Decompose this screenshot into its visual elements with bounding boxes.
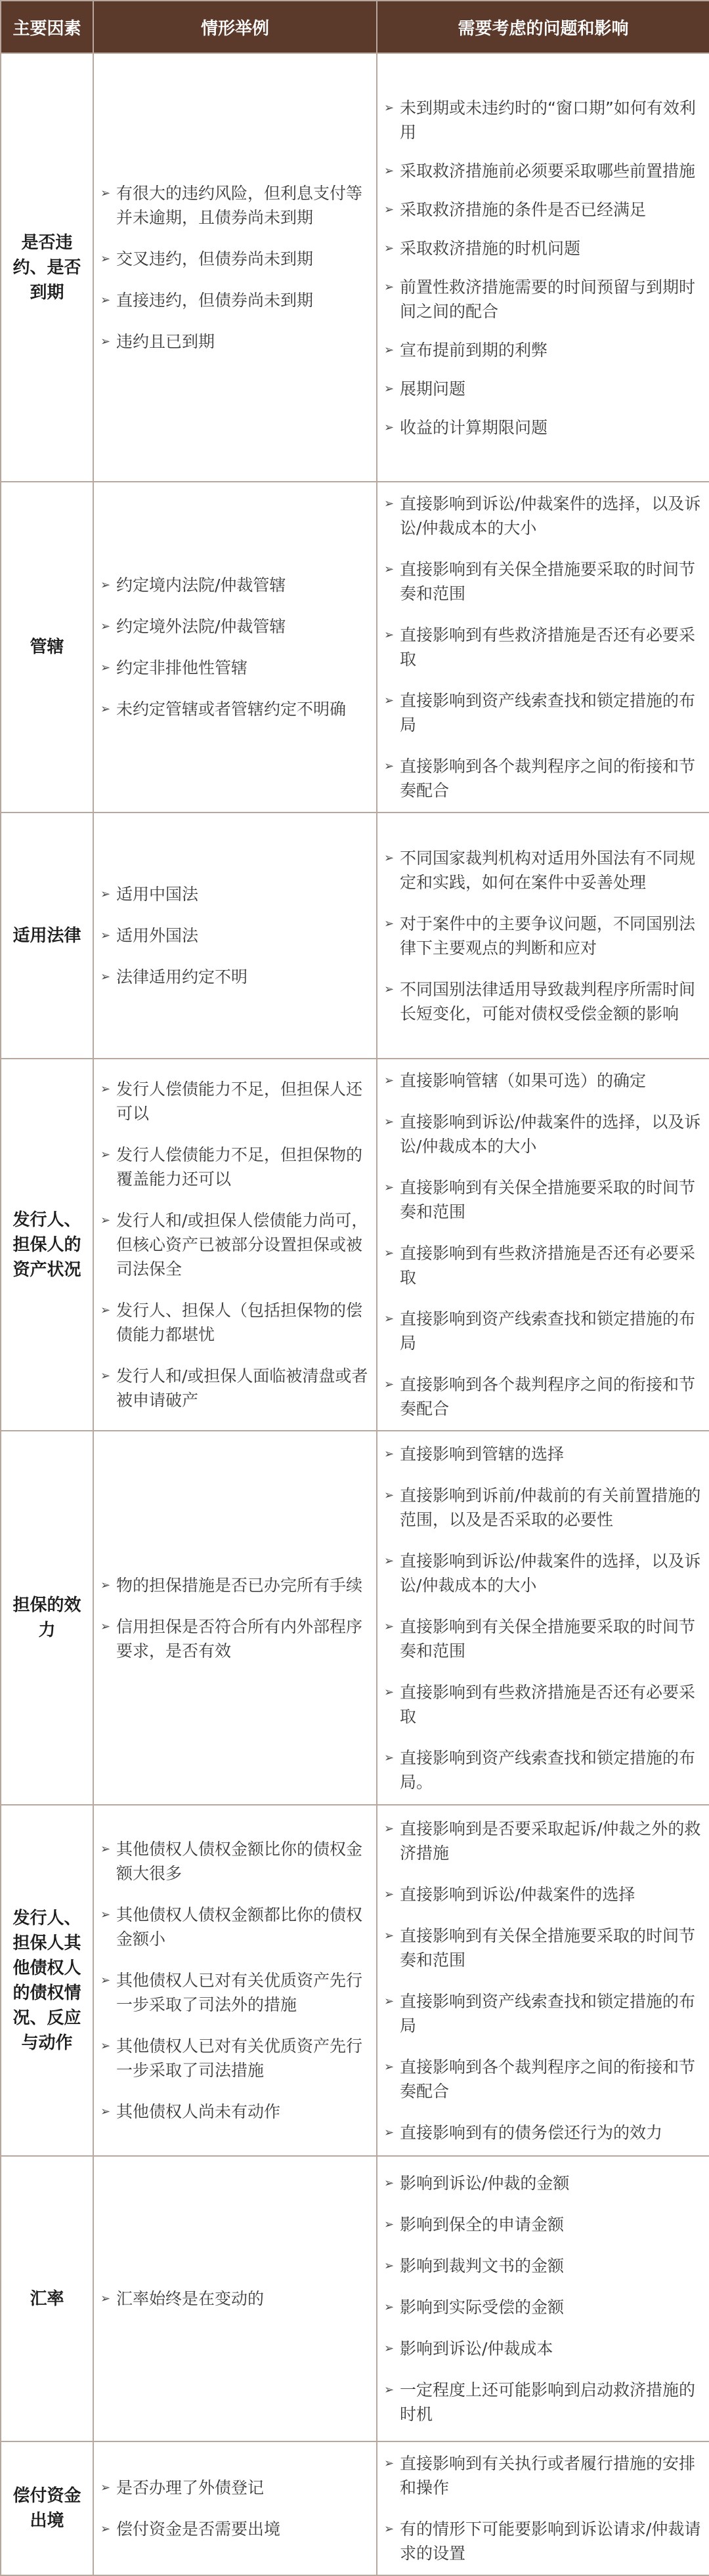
list-item: [384, 2055, 702, 2103]
factor-cell: 偿付资金出境: [1, 2441, 93, 2575]
list-item: [384, 96, 702, 144]
list-item-text: 直接影响到有关保全措施要采取的时间节奏和范围: [400, 1616, 696, 1660]
list-item: [100, 2287, 370, 2311]
list-item: [384, 1680, 702, 1729]
list-item-text: 其他债权人已对有关优质资产先行一步采取了司法措施: [116, 2037, 363, 2080]
list-item: [384, 377, 702, 401]
arrow-bullet-icon: ➢: [384, 628, 395, 642]
list-item: [100, 697, 370, 721]
arrow-bullet-icon: ➢: [100, 887, 111, 901]
list-item: [100, 1837, 370, 1886]
table-row: [1, 2441, 709, 2575]
list-item: [100, 923, 370, 948]
impacts-cell: [377, 53, 709, 482]
list-item: [100, 247, 370, 271]
list-item: [384, 1175, 702, 1224]
examples-cell: [93, 1059, 377, 1431]
table-header-row: [1, 1, 709, 53]
list-item-text: 直接影响到诉讼/仲裁案件的选择，以及诉讼/仲裁成本的大小: [400, 1551, 701, 1595]
arrow-bullet-icon: ➢: [100, 1908, 111, 1922]
example-list: [100, 2287, 370, 2311]
list-item: [384, 1372, 702, 1421]
list-item-text: 直接影响到是否要采取起诉/仲裁之外的救济措施: [400, 1819, 701, 1863]
list-item: [384, 338, 702, 362]
factor-cell: 发行人、担保人其他债权人的债权情况、反应与动作: [1, 1805, 93, 2156]
list-item: [100, 1615, 370, 1663]
impact-list: [384, 96, 702, 440]
list-item: [100, 1903, 370, 1951]
list-item-text: 直接影响到有关保全措施要采取的时间节奏和范围: [400, 560, 696, 603]
table-row: [1, 53, 709, 482]
example-list: [100, 1077, 370, 1412]
list-item: [384, 1110, 702, 1158]
list-item-text: 发行人和/或担保人偿债能力尚可，但核心资产已被部分设置担保或被司法保全: [116, 1211, 368, 1278]
impact-list: [384, 1817, 702, 2145]
list-item-text: 直接影响到各个裁判程序之间的衔接和节奏配合: [400, 757, 696, 800]
list-item: [384, 492, 702, 540]
arrow-bullet-icon: ➢: [100, 252, 111, 266]
list-item: [384, 623, 702, 671]
arrow-bullet-icon: ➢: [384, 2522, 395, 2536]
examples-cell: [93, 1431, 377, 1805]
arrow-bullet-icon: ➢: [100, 2105, 111, 2119]
arrow-bullet-icon: ➢: [100, 1148, 111, 1162]
list-item: [384, 1817, 702, 1865]
factor-cell: 发行人、担保人的资产状况: [1, 1059, 93, 1431]
impacts-cell: [377, 1805, 709, 2156]
list-item: [100, 288, 370, 312]
impact-list: [384, 2451, 702, 2565]
list-item-text: 一定程度上还可能影响到启动救济措施的时机: [400, 2380, 696, 2424]
arrow-bullet-icon: ➢: [384, 759, 395, 773]
table-row: [1, 2156, 709, 2441]
list-item-text: 其他债权人尚未有动作: [116, 2102, 281, 2121]
arrow-bullet-icon: ➢: [100, 1578, 111, 1592]
list-item-text: 直接影响到各个裁判程序之间的衔接和节奏配合: [400, 1375, 696, 1418]
arrow-bullet-icon: ➢: [100, 970, 111, 984]
list-item: [100, 1573, 370, 1597]
list-item: [100, 573, 370, 597]
list-item: [384, 159, 702, 183]
example-list: [100, 2476, 370, 2541]
list-item: [384, 2451, 702, 2500]
arrow-bullet-icon: ➢: [384, 497, 395, 511]
arrow-bullet-icon: ➢: [100, 1082, 111, 1096]
arrow-bullet-icon: ➢: [384, 241, 395, 255]
list-item-text: 影响到裁判文书的金额: [400, 2256, 565, 2275]
list-item-text: 直接影响到诉讼/仲裁案件的选择，以及诉讼/仲裁成本的大小: [400, 1112, 701, 1156]
list-item-text: 其他债权人债权金额都比你的债权金额小: [116, 1905, 363, 1949]
list-item-text: 有的情形下可能要影响到诉讼请求/仲裁请求的设置: [400, 2520, 701, 2563]
list-item-text: 对于案件中的主要争议问题，不同国别法律下主要观点的判断和应对: [400, 914, 696, 958]
list-item: [384, 1924, 702, 1972]
list-item: [384, 2254, 702, 2278]
list-item-text: 发行人偿债能力不足，但担保物的覆盖能力还可以: [116, 1145, 363, 1189]
list-item-text: 偿付资金是否需要出境: [116, 2520, 281, 2539]
arrow-bullet-icon: ➢: [100, 293, 111, 307]
arrow-bullet-icon: ➢: [384, 2125, 395, 2140]
list-item-text: 其他债权人已对有关优质资产先行一步采取了司法外的措施: [116, 1971, 363, 2014]
arrow-bullet-icon: ➢: [100, 1619, 111, 1634]
impact-list: [384, 492, 702, 803]
example-list: [100, 1573, 370, 1663]
list-item: [100, 1208, 370, 1281]
arrow-bullet-icon: ➢: [384, 280, 395, 294]
list-item-text: 法律适用约定不明: [116, 967, 248, 986]
list-item-text: 影响到实际受偿的金额: [400, 2298, 565, 2317]
list-item-text: 采取救济措施的条件是否已经满足: [400, 200, 647, 219]
list-item-text: 发行人和/或担保人面临被清盘或者被申请破产: [116, 1366, 368, 1410]
arrow-bullet-icon: ➢: [384, 1181, 395, 1194]
arrow-bullet-icon: ➢: [384, 2457, 395, 2470]
arrow-bullet-icon: ➢: [384, 1446, 395, 1461]
list-item: [384, 1746, 702, 1794]
list-item-text: 直接影响到诉前/仲裁前的有关前置措施的范围，以及是否采取的必要性: [400, 1485, 701, 1529]
impacts-cell: [377, 1059, 709, 1431]
list-item: [384, 688, 702, 737]
list-item-text: 直接影响到有的债务偿还行为的效力: [400, 2122, 663, 2142]
arrow-bullet-icon: ➢: [384, 1378, 395, 1391]
list-item-text: 不同国家裁判机构对适用外国法有不同规定和实践，如何在案件中妥善处理: [400, 848, 696, 892]
arrow-bullet-icon: ➢: [100, 1214, 111, 1227]
list-item-text: 采取救济措施的时机问题: [400, 238, 581, 258]
arrow-bullet-icon: ➢: [384, 343, 395, 357]
arrow-bullet-icon: ➢: [100, 1303, 111, 1317]
list-item: [100, 614, 370, 639]
arrow-bullet-icon: ➢: [100, 661, 111, 675]
list-item: [384, 2295, 702, 2319]
list-item: [384, 1615, 702, 1663]
arrow-bullet-icon: ➢: [384, 420, 395, 434]
list-item: [100, 656, 370, 680]
list-item: [384, 1241, 702, 1290]
list-item: [384, 1442, 702, 1466]
example-list: [100, 1837, 370, 2124]
header-factor: 主要因素: [1, 1, 93, 53]
arrow-bullet-icon: ➢: [384, 1619, 395, 1634]
arrow-bullet-icon: ➢: [100, 186, 111, 200]
arrow-bullet-icon: ➢: [384, 1887, 395, 1901]
list-item: [384, 912, 702, 960]
list-item: [100, 1298, 370, 1347]
arrow-bullet-icon: ➢: [384, 1821, 395, 1836]
impact-list: [384, 846, 702, 1026]
arrow-bullet-icon: ➢: [384, 1994, 395, 2008]
list-item: [384, 2212, 702, 2237]
list-item-text: 约定境内法院/仲裁管辖: [116, 576, 286, 595]
impact-list: [384, 1068, 702, 1421]
list-item: [384, 236, 702, 261]
arrow-bullet-icon: ➢: [384, 1246, 395, 1260]
arrow-bullet-icon: ➢: [384, 2300, 395, 2314]
arrow-bullet-icon: ➢: [100, 335, 111, 348]
table-row: [1, 813, 709, 1059]
list-item-text: 直接影响到管辖的选择: [400, 1444, 565, 1464]
examples-cell: [93, 1805, 377, 2156]
header-examples: 情形举例: [93, 1, 377, 53]
arrow-bullet-icon: ➢: [384, 2218, 395, 2231]
examples-cell: [93, 813, 377, 1059]
arrow-bullet-icon: ➢: [384, 982, 395, 996]
list-item-text: 未约定管辖或者管辖约定不明确: [116, 700, 347, 719]
arrow-bullet-icon: ➢: [100, 2292, 111, 2306]
example-list: [100, 882, 370, 989]
impacts-cell: [377, 482, 709, 813]
table-body: [1, 53, 709, 2575]
arrow-bullet-icon: ➢: [384, 1488, 395, 1502]
list-item-text: 约定境外法院/仲裁管辖: [116, 617, 286, 636]
arrow-bullet-icon: ➢: [100, 1369, 111, 1383]
arrow-bullet-icon: ➢: [384, 100, 395, 115]
list-item: [384, 557, 702, 606]
arrow-bullet-icon: ➢: [384, 202, 395, 217]
arrow-bullet-icon: ➢: [100, 2522, 111, 2536]
list-item-text: 收益的计算期限问题: [400, 417, 548, 437]
arrow-bullet-icon: ➢: [100, 1842, 111, 1856]
list-item: [384, 198, 702, 222]
list-item-text: 直接影响管辖（如果可选）的确定: [400, 1071, 647, 1090]
list-item: [384, 754, 702, 803]
table-row: [1, 1431, 709, 1805]
list-item-text: 违约且已到期: [116, 332, 215, 351]
list-item: [100, 2476, 370, 2500]
arrow-bullet-icon: ➢: [384, 163, 395, 178]
arrow-bullet-icon: ➢: [384, 1685, 395, 1699]
list-item: [100, 2517, 370, 2541]
arrow-bullet-icon: ➢: [100, 702, 111, 716]
list-item: [100, 1143, 370, 1191]
arrow-bullet-icon: ➢: [384, 2383, 395, 2397]
table-row: [1, 1059, 709, 1431]
list-item: [384, 2378, 702, 2426]
list-item-text: 是否办理了外债登记: [116, 2478, 265, 2497]
arrow-bullet-icon: ➢: [384, 562, 395, 576]
header-impacts: 需要考虑的问题和影响: [377, 1, 709, 53]
impacts-cell: [377, 813, 709, 1059]
list-item-text: 直接影响到资产线索查找和锁定措施的布局: [400, 691, 696, 734]
examples-cell: [93, 2156, 377, 2441]
arrow-bullet-icon: ➢: [384, 916, 395, 931]
list-item-text: 采取救济措施前必须要采取哪些前置措施: [400, 161, 696, 180]
list-item: [100, 882, 370, 906]
list-item: [100, 2034, 370, 2082]
list-item-text: 直接影响到有关保全措施要采取的时间节奏和范围: [400, 1926, 696, 1970]
list-item: [100, 2100, 370, 2124]
list-item: [384, 2171, 702, 2195]
list-item: [100, 181, 370, 230]
arrow-bullet-icon: ➢: [384, 1074, 395, 1087]
list-item-text: 直接影响到资产线索查找和锁定措施的布局: [400, 1309, 696, 1353]
factor-cell: 担保的效力: [1, 1431, 93, 1805]
list-item-text: 影响到诉讼/仲裁成本: [400, 2339, 553, 2358]
arrow-bullet-icon: ➢: [384, 1750, 395, 1765]
list-item-text: 交叉违约，但债券尚未到期: [116, 249, 314, 268]
list-item-text: 不同国别法律适用导致裁判程序所需时间长短变化，可能对债权受偿金额的影响: [400, 979, 696, 1023]
table-row: [1, 482, 709, 813]
factor-cell: 汇率: [1, 2156, 93, 2441]
arrow-bullet-icon: ➢: [384, 1115, 395, 1129]
arrow-bullet-icon: ➢: [100, 578, 111, 592]
examples-cell: [93, 482, 377, 813]
list-item-text: 直接影响到有关保全措施要采取的时间节奏和范围: [400, 1178, 696, 1221]
list-item-text: 汇率始终是在变动的: [116, 2289, 265, 2308]
impact-list: [384, 2171, 702, 2426]
list-item: [384, 275, 702, 324]
list-item: [100, 329, 370, 354]
list-item-text: 直接影响到资产线索查找和锁定措施的布局。: [400, 1748, 696, 1792]
arrow-bullet-icon: ➢: [100, 620, 111, 633]
list-item: [384, 2121, 702, 2145]
examples-cell: [93, 2441, 377, 2575]
list-item: [384, 1549, 702, 1597]
arrow-bullet-icon: ➢: [100, 929, 111, 942]
arrow-bullet-icon: ➢: [384, 1553, 395, 1568]
list-item-text: 直接影响到有些救济措施是否还有必要采取: [400, 1682, 696, 1726]
list-item-text: 前置性救济措施需要的时间预留与到期时间之间的配合: [400, 277, 696, 321]
list-item-text: 影响到诉讼/仲裁的金额: [400, 2174, 570, 2193]
factor-cell: 适用法律: [1, 813, 93, 1059]
list-item-text: 直接影响到有些救济措施是否还有必要采取: [400, 1244, 696, 1287]
list-item-text: 发行人、担保人（包括担保物的偿债能力都堪忧: [116, 1301, 363, 1344]
arrow-bullet-icon: ➢: [384, 2059, 395, 2074]
arrow-bullet-icon: ➢: [384, 2259, 395, 2273]
arrow-bullet-icon: ➢: [384, 1312, 395, 1326]
list-item: [100, 1968, 370, 2017]
arrow-bullet-icon: ➢: [100, 2481, 111, 2495]
list-item-text: 未到期或未违约时的“窗口期”如何有效利用: [400, 98, 696, 142]
list-item-text: 直接影响到诉讼/仲裁案件的选择: [400, 1884, 635, 1904]
table-row: [1, 1805, 709, 2156]
list-item-text: 有很大的违约风险，但利息支付等并未逾期，且债券尚未到期: [116, 184, 363, 227]
factor-cell: 管辖: [1, 482, 93, 813]
list-item: [384, 1882, 702, 1907]
impact-list: [384, 1442, 702, 1794]
examples-cell: [93, 53, 377, 482]
list-item: [384, 2336, 702, 2361]
list-item-text: 适用外国法: [116, 926, 199, 945]
impacts-cell: [377, 2441, 709, 2575]
list-item: [384, 2517, 702, 2565]
list-item-text: 约定非排他性管辖: [116, 658, 248, 677]
list-item-text: 直接影响到诉讼/仲裁案件的选择，以及诉讼/仲裁成本的大小: [400, 494, 701, 538]
example-list: [100, 181, 370, 354]
example-list: [100, 573, 370, 721]
list-item-text: 直接影响到各个裁判程序之间的衔接和节奏配合: [400, 2057, 696, 2101]
arrow-bullet-icon: ➢: [384, 851, 395, 865]
list-item-text: 发行人偿债能力不足，但担保人还可以: [116, 1080, 363, 1123]
list-item-text: 物的担保措施是否已办完所有手续: [116, 1575, 363, 1595]
arrow-bullet-icon: ➢: [100, 2039, 111, 2053]
list-item: [384, 1483, 702, 1532]
arrow-bullet-icon: ➢: [384, 381, 395, 396]
list-item: [384, 977, 702, 1026]
list-item-text: 影响到保全的申请金额: [400, 2215, 565, 2234]
list-item-text: 直接违约，但债券尚未到期: [116, 291, 314, 310]
list-item-text: 其他债权人债权金额比你的债权金额大很多: [116, 1840, 363, 1883]
list-item-text: 宣布提前到期的利弊: [400, 340, 548, 360]
list-item-text: 直接影响到有些救济措施是否还有必要采取: [400, 625, 696, 669]
list-item: [100, 1364, 370, 1412]
list-item: [100, 965, 370, 989]
list-item: [100, 1077, 370, 1126]
arrow-bullet-icon: ➢: [384, 2342, 395, 2355]
list-item-text: 适用中国法: [116, 885, 199, 904]
arrow-bullet-icon: ➢: [384, 694, 395, 707]
list-item: [384, 1068, 702, 1093]
list-item: [384, 846, 702, 895]
arrow-bullet-icon: ➢: [100, 1974, 111, 1987]
list-item: [384, 1307, 702, 1355]
list-item: [384, 415, 702, 440]
impacts-cell: [377, 2156, 709, 2441]
impacts-cell: [377, 1431, 709, 1805]
arrow-bullet-icon: ➢: [384, 2176, 395, 2190]
list-item-text: 直接影响到资产线索查找和锁定措施的布局: [400, 1991, 696, 2035]
list-item-text: 展期问题: [400, 379, 466, 398]
list-item-text: 直接影响到有关执行或者履行措施的安排和操作: [400, 2454, 696, 2497]
factor-cell: 是否违约、是否到期: [1, 53, 93, 482]
list-item: [384, 1989, 702, 2038]
list-item-text: 信用担保是否符合所有内外部程序要求，是否有效: [116, 1616, 363, 1660]
arrow-bullet-icon: ➢: [384, 1928, 395, 1943]
